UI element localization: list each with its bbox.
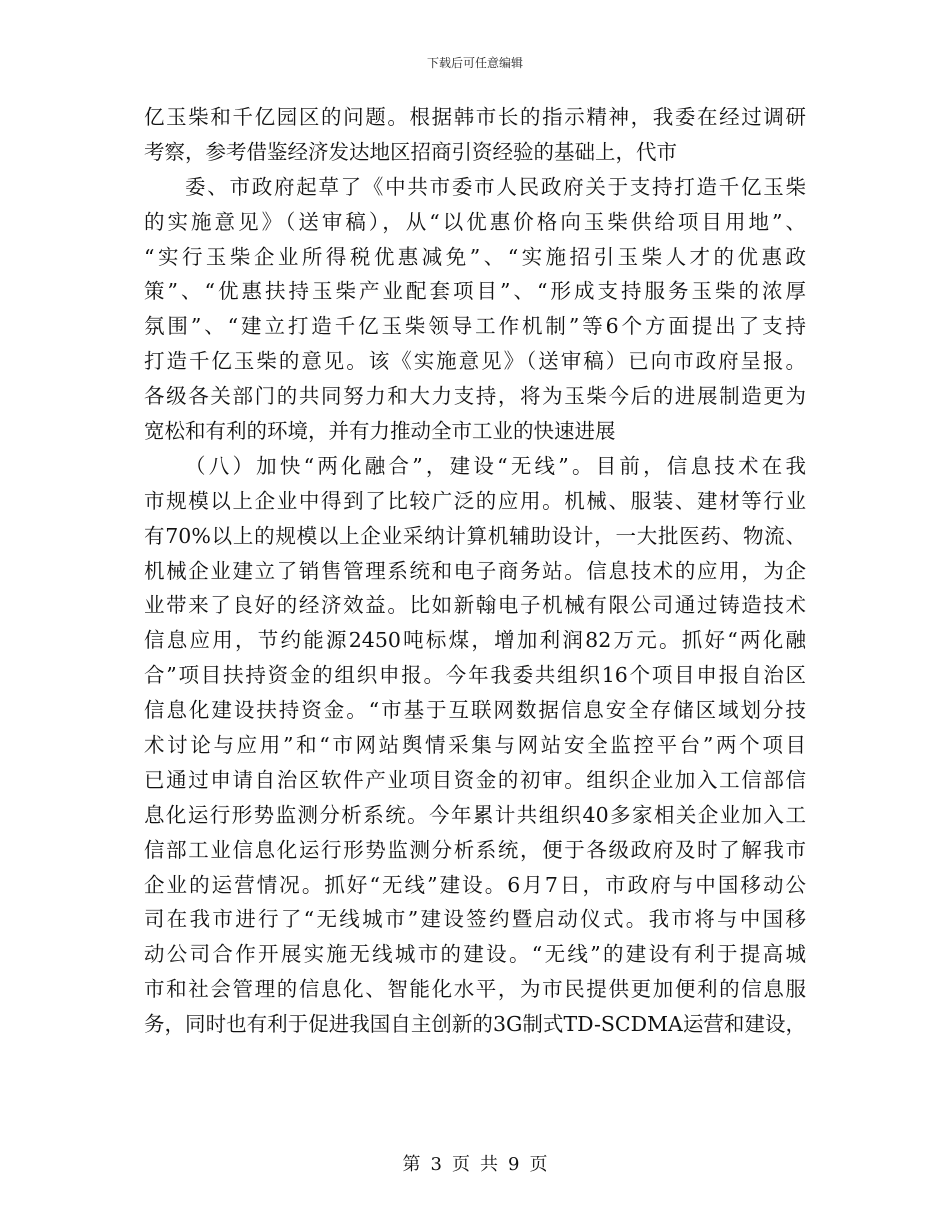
text-line: 息化运行形势监测分析系统。今年累计共组织40多家相关企业加入工 bbox=[144, 802, 806, 827]
text-line: 考察，参考借鉴经济发达地区招商引资经验的基础上，代市 bbox=[144, 139, 677, 164]
current-page-number: 3 bbox=[430, 1154, 442, 1175]
text-line: 信部工业信息化运行形势监测分析系统，便于各级政府及时了解我市 bbox=[144, 837, 806, 862]
text-line: 市和社会管理的信息化、智能化水平，为市民提供更加便利的信息服 bbox=[144, 977, 806, 1002]
text-line: 各级各关部门的共同努力和大力支持，将为玉柴今后的进展制造更为 bbox=[144, 384, 806, 409]
text-line: “实行玉柴企业所得税优惠减免”、“实施招引玉柴人才的优惠政 bbox=[144, 244, 806, 269]
total-page-number: 9 bbox=[508, 1154, 520, 1175]
text-line: 动公司合作开展实施无线城市的建设。“无线”的建设有利于提高城 bbox=[144, 942, 806, 967]
text-line: 宽松和有利的环境，并有力推动全市工业的快速进展 bbox=[144, 419, 616, 444]
page-number-footer bbox=[0, 1150, 950, 1176]
text-line: 术讨论与应用”和“市网站舆情采集与网站安全监控平台”两个项目 bbox=[144, 733, 806, 758]
text-line: 亿玉柴和千亿园区的问题。根据韩市长的指示精神，我委在经过调研 bbox=[144, 105, 806, 129]
text-line: 委、市政府起草了《中共市委市人民政府关于支持打造千亿玉柴 bbox=[185, 174, 806, 199]
body-text bbox=[144, 100, 806, 1042]
footer-suffix: 页 bbox=[529, 1154, 548, 1175]
text-line: 氛围”、“建立打造千亿玉柴领导工作机制”等6个方面提出了支持 bbox=[144, 314, 806, 339]
footer-total-prefix: 共 bbox=[480, 1154, 498, 1175]
footer-prefix: 第 bbox=[402, 1154, 421, 1175]
text-line: 有70%以上的规模以上企业采纳计算机辅助设计，一大批医药、物流、 bbox=[144, 523, 806, 548]
text-line: 合”项目扶持资金的组织申报。今年我委共组织16个项目申报自治区 bbox=[144, 663, 806, 688]
text-line: 机械企业建立了销售管理系统和电子商务站。信息技术的应用，为企 bbox=[144, 558, 806, 583]
text-line: 市规模以上企业中得到了比较广泛的应用。机械、服装、建材等行业 bbox=[144, 488, 806, 513]
footer-middle: 页 bbox=[452, 1154, 470, 1175]
text-line: 司在我市进行了“无线城市”建设签约暨启动仪式。我市将与中国移 bbox=[144, 907, 806, 932]
text-line: 企业的运营情况。抓好“无线”建设。6月7日，市政府与中国移动公 bbox=[144, 872, 806, 897]
header-note: 下载后可任意编辑 bbox=[426, 56, 523, 70]
text-line: 策”、“优惠扶持玉柴产业配套项目”、“形成支持服务玉柴的浓厚 bbox=[144, 279, 806, 304]
text-line: 信息化建设扶持资金。“市基于互联网数据信息安全存储区域划分技 bbox=[144, 698, 806, 723]
text-line: 信息应用，节约能源2450吨标煤，增加利润82万元。抓好“两化融 bbox=[144, 628, 806, 653]
text-line: 已通过申请自治区软件产业项目资金的初审。组织企业加入工信部信 bbox=[144, 767, 806, 792]
text-line: 业带来了良好的经济效益。比如新翰电子机械有限公司通过铸造技术 bbox=[144, 593, 806, 618]
text-line: 打造千亿玉柴的意见。该《实施意见》（送审稿）已向市政府呈报。 bbox=[144, 349, 806, 374]
text-line: 务，同时也有利于促进我国自主创新的3G制式TD-SCDMA运营和建设， bbox=[144, 1012, 806, 1037]
text-line: （八）加快“两化融合”，建设“无线”。目前，信息技术在我 bbox=[185, 453, 806, 478]
text-line: 的实施意见》（送审稿），从“以优惠价格向玉柴供给项目用地”、 bbox=[144, 209, 806, 234]
